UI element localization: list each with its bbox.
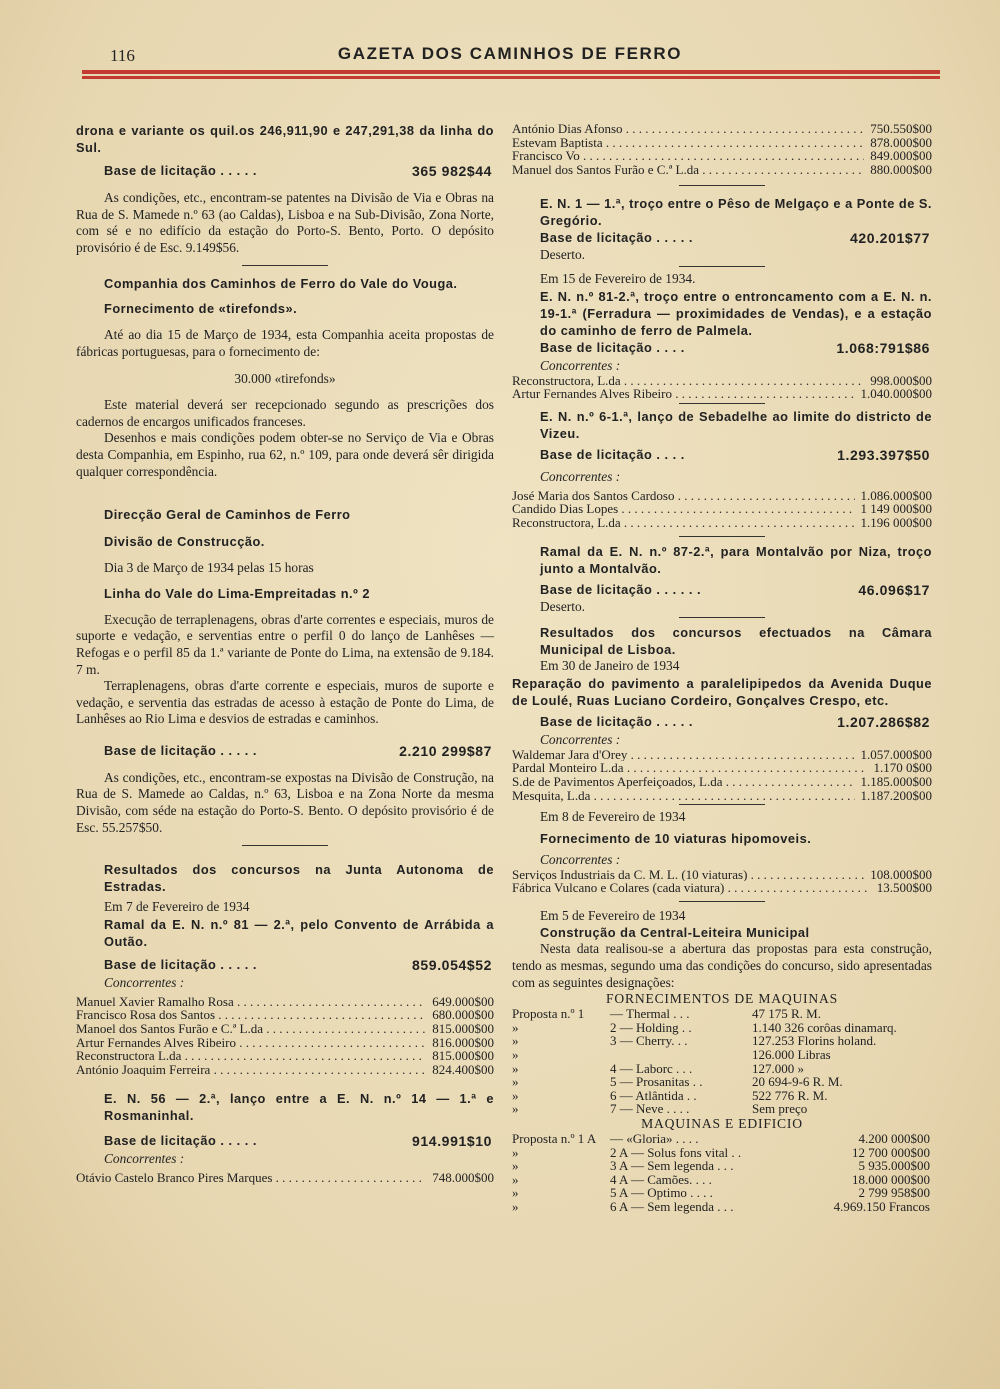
base-label: Base de licitação . . . . . (104, 956, 257, 972)
separator-rule (242, 265, 328, 266)
proposta-label: » (512, 1087, 519, 1103)
paragraph: Nesta data realisou-se a abertura das propostas para esta construção, tendo as mesmas, segundo uma das condições do concurso, sido apresentadas com as seguintes designações: (512, 941, 932, 990)
proposta-row (512, 1021, 932, 1035)
left-column (76, 122, 494, 1185)
base-licitacao-row (512, 713, 932, 731)
proposta-label: » (512, 1019, 519, 1035)
proposta-row (512, 1034, 932, 1048)
concorrente-row (512, 374, 932, 388)
proposta-value: 4.969.150 Francos (833, 1198, 930, 1214)
proposta-value: Sem preço (752, 1101, 808, 1117)
proposta-row (512, 1200, 932, 1214)
concorrente-row (512, 868, 932, 882)
concorrente-name: Estevam Baptista . . . (512, 136, 864, 150)
proposta-row (512, 1007, 932, 1021)
concorrente-name: Francisco Vo . . . (512, 149, 864, 163)
concorrente-amount: 878.000$00 (870, 134, 932, 150)
base-value: 1.293.397$50 (837, 446, 930, 463)
concorrente-row (512, 489, 932, 503)
right-column (512, 122, 932, 1214)
date-line: Em 15 de Fevereiro de 1934. (540, 270, 696, 286)
proposta-designation: 2 — Holding . . (610, 1019, 692, 1035)
base-label: Base de licitação . . . . . (104, 1133, 257, 1149)
concorrente-amount: 1 149 000$00 (860, 501, 932, 517)
date-line: Em 7 de Fevereiro de 1934 (104, 899, 250, 915)
section-heading: Resultados dos concursos na Junta Autonoma de Estradas. (104, 862, 494, 895)
paragraph: Este material deverá ser recepcionado segundo as prescrições dos cadernos de encargos unificados franceses. (76, 397, 494, 429)
section-subheading: E. N. 1 — 1.ª, troço entre o Pêso de Melgaço e a Ponte de S. Gregório. (540, 196, 932, 229)
proposta-row (512, 1102, 932, 1116)
date-line: Em 5 de Fevereiro de 1934 (540, 907, 686, 923)
concorrente-amount: 1.086.000$00 (860, 487, 932, 503)
proposta-label: » (512, 1198, 519, 1214)
section-subheading: Linha do Vale do Lima-Empreitadas n.º 2 (104, 585, 370, 601)
concorrente-amount: 880.000$00 (870, 161, 932, 177)
proposta-designation: — Thermal . . . (610, 1006, 690, 1022)
concorrente-amount: 680.000$00 (432, 1007, 494, 1023)
concorrente-name: Reconstructora, L.da . . . (512, 516, 855, 530)
concorrente-name: Manuel dos Santos Furão e C.ª L.da . . . (512, 163, 864, 177)
section-subheading: Construção da Central-Leiteira Municipal (540, 925, 810, 941)
concorrente-row (512, 502, 932, 516)
section-subheading: Ramal da E. N. n.º 87-2.ª, para Montalvão por Niza, troço junto a Montalvão. (540, 543, 932, 576)
proposta-label: » (512, 1101, 519, 1117)
section-subheading: Fornecimento de 10 viaturas hipomoveis. (540, 830, 812, 846)
propostas-list (512, 1132, 932, 1214)
proposta-label: » (512, 1060, 519, 1076)
concorrente-row (76, 1049, 494, 1063)
proposta-value: 1.140 326 corôas dinamarq. (752, 1019, 897, 1035)
proposta-designation: 6 A — Sem legenda . . . (610, 1198, 734, 1214)
section-heading: Resultados dos concursos efectuados na Câmara Municipal de Lisboa. (540, 625, 932, 658)
base-licitacao-row (76, 956, 494, 974)
concorrentes-list (76, 1171, 494, 1185)
proposta-value: 47 175 R. M. (752, 1006, 821, 1022)
proposta-row (512, 1132, 932, 1146)
concorrente-name: Candido Dias Lopes . . . (512, 502, 855, 516)
concorrente-amount: 1.196 000$00 (860, 514, 932, 530)
proposta-value: 5 935.000$00 (858, 1158, 930, 1174)
proposta-row (512, 1173, 932, 1187)
proposta-label: » (512, 1047, 519, 1063)
proposta-row (512, 1075, 932, 1089)
paragraph: As condições, etc., encontram-se expostas na Divisão de Construção, na Rua de S. Mamede ao Caldas, n.º 63, Lisboa e na Zona Norte da mesma Divisão, com séde na estação do Porto-S. Bento. O depósito provisório é de Esc. 55.257$50. (76, 769, 494, 835)
base-licitacao-row (512, 581, 932, 599)
separator-rule (679, 617, 765, 618)
base-value: 420.201$77 (850, 230, 930, 247)
concorrente-name: António Dias Afonso . . . (512, 122, 864, 136)
concorrente-name: Fábrica Vulcano e Colares (cada viatura) . . . (512, 881, 871, 895)
proposta-value: 127.253 Florins holand. (752, 1033, 877, 1049)
date-line: Em 8 de Fevereiro de 1934 (540, 809, 686, 825)
separator-rule (242, 845, 328, 846)
concorrentes-label: Concorrentes : (540, 357, 621, 373)
separator-rule (679, 901, 765, 902)
concorrente-amount: 815.000$00 (432, 1048, 494, 1064)
proposta-value: 522 776 R. M. (752, 1087, 828, 1103)
propostas-list (512, 1007, 932, 1116)
proposta-designation: 4 — Laborc . . . (610, 1060, 693, 1076)
proposta-label: » (512, 1171, 519, 1187)
proposta-designation: 4 A — Camões. . . . (610, 1171, 712, 1187)
concorrente-row (512, 122, 932, 136)
base-value: 365 982$44 (412, 163, 492, 179)
concorrente-amount: 108.000$00 (870, 866, 932, 882)
base-licitacao-row (76, 1132, 494, 1150)
proposta-value: 12 700 000$00 (852, 1144, 930, 1160)
concorrente-name: Artur Fernandes Alves Ribeiro . . . (512, 387, 855, 401)
section-subheading: Divisão de Construcção. (104, 534, 265, 550)
paragraph: Até ao dia 15 de Março de 1934, esta Companhia aceita propostas de fábricas portuguesas, para o fornecimento de: (76, 327, 494, 359)
concorrentes-list (76, 995, 494, 1077)
proposta-designation: 7 — Neve . . . . (610, 1101, 690, 1117)
concorrente-amount: 750.550$00 (870, 121, 932, 136)
concorrente-amount: 816.000$00 (432, 1034, 494, 1050)
concorrente-name: Artur Fernandes Alves Ribeiro . . . (76, 1036, 426, 1050)
section-subheading: E. N. 56 — 2.ª, lanço entre a E. N. n.º 14 — 1.ª e Rosmaninhal. (104, 1091, 494, 1124)
concorrente-row (512, 136, 932, 150)
proposta-label: » (512, 1033, 519, 1049)
base-label: Base de licitação . . . . (540, 339, 685, 355)
proposta-designation: 3 — Cherry. . . (610, 1033, 688, 1049)
concorrente-row (512, 775, 932, 789)
section-heading: Companhia dos Caminhos de Ferro do Vale do Vouga. (104, 276, 458, 292)
section-subheading: E. N. n.º 6-1.ª, lanço de Sebadelhe ao limite do districto de Vizeu. (540, 408, 932, 441)
concorrente-name: Pardal Monteiro L.da . . . (512, 761, 868, 775)
proposta-designation: 3 A — Sem legenda . . . (610, 1158, 734, 1174)
base-licitacao-row (512, 446, 932, 464)
base-value: 46.096$17 (858, 581, 930, 598)
concorrente-amount: 649.000$00 (432, 993, 494, 1009)
concorrente-name: Reconstructora, L.da . . . (512, 374, 864, 388)
separator-rule (679, 403, 765, 404)
concorrente-amount: 1.187.200$00 (860, 787, 932, 803)
concorrente-row (512, 881, 932, 895)
concorrentes-list (512, 374, 932, 401)
concorrente-name: Manoel dos Santos Furão e C.ª L.da . . . (76, 1022, 426, 1036)
page-number: 116 (110, 46, 135, 65)
base-label: Base de licitação . . . . . (104, 742, 257, 758)
masthead-title: GAZETA DOS CAMINHOS DE FERRO (337, 44, 683, 63)
concorrente-row (76, 1063, 494, 1077)
proposta-row (512, 1048, 932, 1062)
concorrente-row (76, 1008, 494, 1022)
concorrente-amount: 824.400$00 (432, 1061, 494, 1077)
proposta-label: » (512, 1158, 519, 1174)
concorrente-row (76, 1022, 494, 1036)
paragraph: Desenhos e mais condições podem obter-se no Serviço de Via e Obras desta Companhia, em Espinho, rua 62, n.º 109, para onde deverá sêr dirigida qualquer correspondência. (76, 430, 494, 479)
concorrente-row (76, 1036, 494, 1050)
concorrente-amount: 1.040.000$00 (860, 386, 932, 402)
proposta-row (512, 1146, 932, 1160)
paragraph: Dia 3 de Março de 1934 pelas 15 horas (104, 560, 314, 576)
concorrente-row (512, 387, 932, 401)
concorrentes-list (512, 748, 932, 802)
concorrente-row (76, 1171, 494, 1185)
concorrentes-label: Concorrentes : (540, 851, 621, 867)
proposta-designation (610, 1048, 750, 1062)
concorrentes-label: Concorrentes : (540, 731, 621, 747)
concorrente-amount: 13.500$00 (876, 880, 932, 896)
concorrente-name: António Joaquim Ferreira . . . (76, 1063, 426, 1077)
concorrente-row (512, 761, 932, 775)
concorrente-name: Francisco Rosa dos Santos . . . (76, 1008, 426, 1022)
proposta-value: 126.000 Libras (752, 1047, 831, 1063)
concorrente-name: Manuel Xavier Ramalho Rosa . . . (76, 995, 426, 1009)
proposta-value: 2 799 958$00 (858, 1185, 930, 1201)
concorrente-amount: 849.000$00 (870, 148, 932, 164)
proposta-row (512, 1159, 932, 1173)
concorrente-row (512, 163, 932, 177)
base-value: 1.068:791$86 (836, 339, 930, 356)
section-heading: Direcção Geral de Caminhos de Ferro (104, 507, 351, 523)
concorrente-amount: 815.000$00 (432, 1021, 494, 1037)
proposta-designation: 5 — Prosanitas . . (610, 1074, 703, 1090)
proposta-designation: 5 A — Optimo . . . . (610, 1185, 713, 1201)
proposta-label: Proposta n.º 1 (512, 1006, 585, 1022)
proposta-label: » (512, 1185, 519, 1201)
concorrente-name: Reconstructora L.da . . . (76, 1049, 426, 1063)
deserto-note: Deserto. (540, 598, 585, 614)
concorrente-amount: 998.000$00 (870, 372, 932, 388)
base-value: 914.991$10 (412, 1133, 492, 1150)
proposta-value: 20 694-9-6 R. M. (752, 1074, 843, 1090)
separator-rule (679, 185, 765, 186)
proposta-label: » (512, 1074, 519, 1090)
proposta-value: 4.200 000$00 (858, 1131, 930, 1146)
concorrente-amount: 1.057.000$00 (860, 746, 932, 762)
paragraph: As condições, etc., encontram-se patentes na Divisão de Via e Obras na Rua de S. Mamede n.º 63 (ao Caldas), Lisboa e na Sub-Divisão, Zona Norte, com sé e no edifício da estação do Porto-S. Bento, Porto. O depósito provisório é de Esc. 9.149$56. (76, 190, 494, 255)
separator-rule (679, 536, 765, 537)
base-label: Base de licitação . . . . . . (540, 581, 702, 597)
subsection-caps-heading: FORNECIMENTOS DE MAQUINAS (606, 991, 838, 1007)
concorrentes-list (512, 122, 932, 176)
concorrente-name: S.de de Pavimentos Aperfeiçoados, L.da . . . (512, 775, 855, 789)
subsection-caps-heading: MAQUINAS E EDIFICIO (641, 1116, 803, 1131)
concorrente-row (512, 748, 932, 762)
paragraph: Execução de terraplenagens, obras d'arte correntes e especiais, muros de suporte e vedação, e serventias entre o perfil 0 do lanço de Lanhêses — Refogas e o perfil 85 da 1.ª variante de Ponte do Lima, na extensão de 9.184. 7 m. (76, 611, 494, 677)
section-subheading: Reparação do pavimento a paralelipipedos da Avenida Duque de Loulé, Ruas Luciano Cordeiro, Gonçalves Crespo, etc. (512, 675, 932, 708)
concorrentes-label: Concorrentes : (104, 1151, 185, 1167)
section-subheading: Ramal da E. N. n.º 81 — 2.ª, pelo Convento de Arrábida a Outão. (104, 916, 494, 949)
base-label: Base de licitação . . . . . (104, 163, 257, 178)
proposta-value: 127.000 » (752, 1060, 804, 1076)
proposta-label: » (512, 1144, 519, 1160)
concorrente-amount: 1.185.000$00 (860, 773, 932, 789)
concorrente-row (512, 789, 932, 803)
paragraph: Terraplenagens, obras d'arte corrente e especiais, muros de suporte e vedação, e serventia das estradas de acesso à estação de Ponte do Lima, de Lanhêses ao Rio Lima e desvios de estradas e caminhos. (76, 678, 494, 727)
base-label: Base de licitação . . . . (540, 446, 685, 462)
concorrente-amount: 748.000$00 (432, 1170, 494, 1186)
concorrentes-list (512, 489, 932, 530)
base-licitacao-row (76, 162, 494, 180)
concorrente-amount: 1.170 0$00 (873, 760, 932, 776)
concorrentes-list (512, 868, 932, 895)
header-rule-top (82, 70, 940, 74)
proposta-row (512, 1089, 932, 1103)
concorrente-name: Waldemar Jara d'Orey . . . (512, 748, 855, 762)
concorrente-row (512, 149, 932, 163)
section-subheading: Fornecimento de «tirefonds». (104, 301, 298, 317)
proposta-designation: 6 — Atlântida . . (610, 1087, 697, 1103)
concorrente-name: Mesquita, L.da . . . (512, 789, 855, 803)
separator-rule (679, 266, 765, 267)
proposta-row (512, 1186, 932, 1200)
date-line: Em 30 de Janeiro de 1934 (540, 658, 680, 674)
header-rule-bottom (82, 76, 940, 79)
proposta-designation: 2 A — Solus fons vital . . (610, 1144, 742, 1160)
heading-continuation: drona e variante os quil.os 246,911,90 e 247,291,38 da linha do Sul. (76, 123, 494, 155)
base-licitacao-row (512, 229, 932, 247)
base-label: Base de licitação . . . . . (540, 230, 693, 246)
proposta-row (512, 1062, 932, 1076)
concorrente-name: José Maria dos Santos Cardoso . . . (512, 489, 855, 503)
proposta-designation: — «Gloria» . . . . (610, 1131, 699, 1146)
concorrente-name: Serviços Industriais da C. M. L. (10 viaturas) . . . (512, 868, 864, 882)
paragraph-centered: 30.000 «tirefonds» (234, 370, 336, 386)
section-subheading: E. N. n.º 81-2.ª, troço entre o entroncamento com a E. N. n. 19-1.ª (Ferradura — proximidades de Vendas), e a estação do caminho de ferro de Palmela. (540, 288, 932, 338)
base-value: 1.207.286$82 (837, 713, 930, 730)
proposta-value: 18.000 000$00 (852, 1171, 930, 1187)
base-value: 859.054$52 (412, 956, 492, 973)
base-label: Base de licitação . . . . . (540, 713, 693, 729)
concorrentes-label: Concorrentes : (104, 974, 185, 990)
concorrente-row (512, 516, 932, 530)
concorrente-name: Otávio Castelo Branco Pires Marques . . . (76, 1171, 426, 1185)
base-value: 2.210 299$87 (399, 742, 492, 759)
concorrentes-label: Concorrentes : (540, 468, 621, 484)
deserto-note: Deserto. (540, 247, 585, 263)
proposta-label: Proposta n.º 1 A (512, 1131, 597, 1146)
concorrente-row (76, 995, 494, 1009)
base-licitacao-row (76, 742, 494, 760)
separator-rule (679, 804, 765, 805)
base-licitacao-row (512, 339, 932, 357)
